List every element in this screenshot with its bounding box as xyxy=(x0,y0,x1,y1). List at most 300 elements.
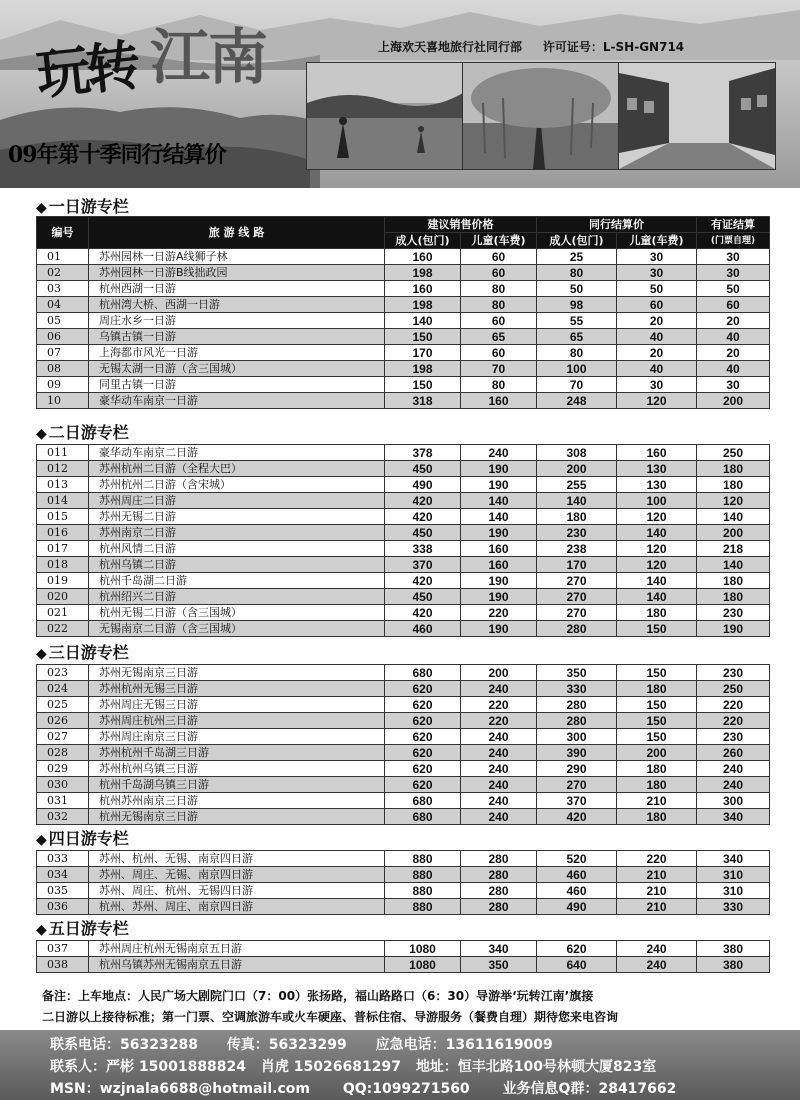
row-suggest-adult: 170 xyxy=(385,345,461,361)
row-suggest-child: 190 xyxy=(461,461,537,477)
tour-row xyxy=(37,265,770,281)
row-route: 杭州无锡二日游（含三国城） xyxy=(89,605,385,621)
row-route: 乌镇古镇一日游 xyxy=(89,329,385,345)
row-code: 016 xyxy=(37,525,89,541)
diamond-bullet-icon: ◆ xyxy=(36,200,47,216)
row-peer-child: 150 xyxy=(617,713,697,729)
row-suggest-child: 80 xyxy=(461,297,537,313)
tour-row xyxy=(37,605,770,621)
row-route: 无锡太湖一日游（含三国城） xyxy=(89,361,385,377)
row-route: 杭州西湖一日游 xyxy=(89,281,385,297)
tour-row xyxy=(37,793,770,809)
row-peer-adult: 460 xyxy=(537,867,617,883)
row-code: 012 xyxy=(37,461,89,477)
row-route: 豪华动车南京一日游 xyxy=(89,393,385,409)
row-cert-price: 250 xyxy=(697,681,770,697)
row-suggest-child: 190 xyxy=(461,589,537,605)
row-route: 同里古镇一日游 xyxy=(89,377,385,393)
row-peer-adult: 100 xyxy=(537,361,617,377)
row-code: 10 xyxy=(37,393,89,409)
row-suggest-child: 240 xyxy=(461,761,537,777)
row-suggest-child: 70 xyxy=(461,361,537,377)
row-suggest-adult: 450 xyxy=(385,525,461,541)
tour-row xyxy=(37,957,770,973)
row-code: 08 xyxy=(37,361,89,377)
row-peer-adult: 80 xyxy=(537,345,617,361)
tour-row xyxy=(37,445,770,461)
tour-row xyxy=(37,589,770,605)
west-lake-photo xyxy=(306,62,464,170)
col-header-code: 编号 xyxy=(37,217,89,249)
tour-row xyxy=(37,329,770,345)
msn-address: MSN：wzjnala6688@hotmail.com xyxy=(50,1081,310,1097)
row-cert-price: 20 xyxy=(697,313,770,329)
one-day-table xyxy=(36,216,770,409)
agency-name: 上海欢天喜地旅行社同行部 xyxy=(378,40,523,54)
tour-row xyxy=(37,681,770,697)
row-suggest-adult: 620 xyxy=(385,681,461,697)
four-day-rows xyxy=(37,851,770,915)
row-route: 苏州周庄杭州三日游 xyxy=(89,713,385,729)
page-headline: 09年第十季同行结算价 xyxy=(8,142,226,168)
water-town-photo xyxy=(618,62,776,170)
row-code: 019 xyxy=(37,573,89,589)
row-peer-adult: 490 xyxy=(537,899,617,915)
row-suggest-adult: 880 xyxy=(385,883,461,899)
row-code: 021 xyxy=(37,605,89,621)
row-peer-adult: 330 xyxy=(537,681,617,697)
row-suggest-adult: 880 xyxy=(385,851,461,867)
row-suggest-child: 80 xyxy=(461,281,537,297)
row-route: 杭州湾大桥、西湖一日游 xyxy=(89,297,385,313)
row-peer-adult: 80 xyxy=(537,265,617,281)
row-peer-child: 200 xyxy=(617,745,697,761)
row-peer-adult: 50 xyxy=(537,281,617,297)
row-suggest-adult: 880 xyxy=(385,899,461,915)
row-cert-price: 50 xyxy=(697,281,770,297)
row-cert-price: 200 xyxy=(697,393,770,409)
row-cert-price: 180 xyxy=(697,477,770,493)
row-route: 苏州、周庄、无锡、南京四日游 xyxy=(89,867,385,883)
row-route: 杭州千岛湖乌镇三日游 xyxy=(89,777,385,793)
logo-jiangnan: 江南 xyxy=(150,23,266,93)
row-peer-child: 150 xyxy=(617,621,697,637)
fax-number: 传真：56323299 xyxy=(226,1037,347,1053)
tour-row xyxy=(37,281,770,297)
row-suggest-child: 240 xyxy=(461,777,537,793)
tour-row xyxy=(37,899,770,915)
row-peer-child: 140 xyxy=(617,525,697,541)
row-peer-adult: 300 xyxy=(537,729,617,745)
contact-row-persons xyxy=(50,1056,666,1076)
row-code: 032 xyxy=(37,809,89,825)
row-cert-price: 260 xyxy=(697,745,770,761)
row-peer-adult: 460 xyxy=(537,883,617,899)
row-cert-price: 220 xyxy=(697,697,770,713)
contact-row-phones xyxy=(50,1034,563,1054)
row-suggest-child: 60 xyxy=(461,249,537,265)
row-code: 030 xyxy=(37,777,89,793)
tour-row xyxy=(37,941,770,957)
row-cert-price: 240 xyxy=(697,761,770,777)
section-title-four-day xyxy=(36,826,129,849)
row-suggest-child: 220 xyxy=(461,605,537,621)
row-peer-adult: 370 xyxy=(537,793,617,809)
row-peer-child: 240 xyxy=(617,941,697,957)
row-peer-child: 100 xyxy=(617,493,697,509)
row-code: 09 xyxy=(37,377,89,393)
row-route: 杭州无锡南京三日游 xyxy=(89,809,385,825)
row-suggest-child: 190 xyxy=(461,477,537,493)
row-peer-adult: 25 xyxy=(537,249,617,265)
row-peer-adult: 520 xyxy=(537,851,617,867)
row-code: 023 xyxy=(37,665,89,681)
row-peer-child: 140 xyxy=(617,573,697,589)
row-route: 苏州、周庄、杭州、无锡四日游 xyxy=(89,883,385,899)
row-suggest-child: 190 xyxy=(461,621,537,637)
section-title-five-day xyxy=(36,916,129,939)
row-code: 020 xyxy=(37,589,89,605)
row-peer-adult: 290 xyxy=(537,761,617,777)
row-cert-price: 180 xyxy=(697,589,770,605)
row-suggest-adult: 680 xyxy=(385,793,461,809)
row-cert-price: 190 xyxy=(697,621,770,637)
row-suggest-child: 200 xyxy=(461,665,537,681)
tour-row xyxy=(37,345,770,361)
row-cert-price: 120 xyxy=(697,493,770,509)
row-peer-child: 40 xyxy=(617,329,697,345)
row-peer-child: 180 xyxy=(617,761,697,777)
row-peer-adult: 270 xyxy=(537,589,617,605)
row-suggest-adult: 370 xyxy=(385,557,461,573)
row-peer-adult: 640 xyxy=(537,957,617,973)
row-peer-child: 210 xyxy=(617,883,697,899)
row-suggest-adult: 620 xyxy=(385,777,461,793)
row-peer-child: 30 xyxy=(617,377,697,393)
two-day-table xyxy=(36,444,770,637)
row-peer-child: 20 xyxy=(617,313,697,329)
tour-row xyxy=(37,461,770,477)
row-suggest-adult: 1080 xyxy=(385,941,461,957)
row-peer-child: 30 xyxy=(617,265,697,281)
row-suggest-adult: 198 xyxy=(385,361,461,377)
row-peer-adult: 200 xyxy=(537,461,617,477)
row-suggest-child: 240 xyxy=(461,681,537,697)
row-peer-child: 120 xyxy=(617,393,697,409)
col-header-peer-price: 同行结算价 xyxy=(537,217,697,233)
qq-number: QQ:1099271560 xyxy=(342,1081,470,1097)
row-cert-price: 40 xyxy=(697,361,770,377)
row-peer-child: 130 xyxy=(617,461,697,477)
row-code: 036 xyxy=(37,899,89,915)
row-peer-child: 50 xyxy=(617,281,697,297)
row-suggest-adult: 680 xyxy=(385,809,461,825)
row-suggest-adult: 338 xyxy=(385,541,461,557)
tour-row xyxy=(37,867,770,883)
row-peer-child: 140 xyxy=(617,589,697,605)
row-code: 031 xyxy=(37,793,89,809)
row-code: 018 xyxy=(37,557,89,573)
row-route: 上海都市风光一日游 xyxy=(89,345,385,361)
row-suggest-child: 190 xyxy=(461,573,537,589)
section-title-text: 四日游专栏 xyxy=(48,829,129,848)
notes-line-pickup: 备注：上车地点：人民广场大剧院门口（7：00）张扬路，福山路路口（6：30）导游举‘玩转江南’旗接 xyxy=(42,989,594,1003)
tour-row xyxy=(37,697,770,713)
row-suggest-adult: 198 xyxy=(385,265,461,281)
phone-number: 联系电话：56323288 xyxy=(50,1037,198,1053)
tour-row xyxy=(37,477,770,493)
row-code: 05 xyxy=(37,313,89,329)
row-peer-child: 180 xyxy=(617,777,697,793)
row-code: 04 xyxy=(37,297,89,313)
row-route: 杭州千岛湖二日游 xyxy=(89,573,385,589)
row-suggest-adult: 160 xyxy=(385,281,461,297)
contact-person-yan: 联系人：严彬 15001888824 xyxy=(50,1059,247,1075)
row-suggest-child: 240 xyxy=(461,809,537,825)
row-suggest-child: 240 xyxy=(461,445,537,461)
row-suggest-child: 240 xyxy=(461,745,537,761)
notes-block xyxy=(42,986,782,1028)
row-suggest-adult: 460 xyxy=(385,621,461,637)
tour-row xyxy=(37,665,770,681)
row-code: 06 xyxy=(37,329,89,345)
row-route: 苏州南京二日游 xyxy=(89,525,385,541)
section-title-text: 一日游专栏 xyxy=(48,197,129,216)
row-route: 苏州周庄杭州无锡南京五日游 xyxy=(89,941,385,957)
row-route: 周庄水乡一日游 xyxy=(89,313,385,329)
row-suggest-child: 65 xyxy=(461,329,537,345)
row-code: 01 xyxy=(37,249,89,265)
tour-row xyxy=(37,493,770,509)
row-cert-price: 60 xyxy=(697,297,770,313)
tour-row xyxy=(37,713,770,729)
row-peer-adult: 280 xyxy=(537,713,617,729)
col-header-child: 儿童(车费) xyxy=(461,233,537,249)
row-peer-child: 180 xyxy=(617,681,697,697)
row-cert-price: 218 xyxy=(697,541,770,557)
contact-person-xiao: 肖虎 15026681297 xyxy=(260,1059,401,1075)
row-peer-adult: 238 xyxy=(537,541,617,557)
row-cert-price: 230 xyxy=(697,665,770,681)
row-code: 022 xyxy=(37,621,89,637)
row-suggest-adult: 620 xyxy=(385,729,461,745)
tour-row xyxy=(37,525,770,541)
emergency-number: 应急电话：13611619009 xyxy=(375,1037,553,1053)
row-suggest-adult: 198 xyxy=(385,297,461,313)
row-peer-adult: 390 xyxy=(537,745,617,761)
four-day-table xyxy=(36,850,770,915)
row-peer-adult: 140 xyxy=(537,493,617,509)
row-route: 杭州、苏州、周庄、南京四日游 xyxy=(89,899,385,915)
row-suggest-child: 60 xyxy=(461,313,537,329)
willow-tree-photo xyxy=(462,62,620,170)
row-cert-price: 310 xyxy=(697,883,770,899)
row-peer-adult: 350 xyxy=(537,665,617,681)
row-peer-child: 120 xyxy=(617,541,697,557)
row-peer-adult: 270 xyxy=(537,573,617,589)
row-suggest-adult: 620 xyxy=(385,761,461,777)
tour-row xyxy=(37,509,770,525)
section-title-two-day xyxy=(36,420,129,443)
row-suggest-adult: 450 xyxy=(385,589,461,605)
row-peer-child: 240 xyxy=(617,957,697,973)
row-cert-price: 40 xyxy=(697,329,770,345)
diamond-bullet-icon: ◆ xyxy=(36,832,47,848)
row-suggest-adult: 420 xyxy=(385,605,461,621)
row-peer-child: 180 xyxy=(617,605,697,621)
row-peer-child: 220 xyxy=(617,851,697,867)
row-peer-child: 120 xyxy=(617,509,697,525)
row-suggest-child: 280 xyxy=(461,883,537,899)
row-suggest-child: 240 xyxy=(461,729,537,745)
row-peer-child: 210 xyxy=(617,899,697,915)
row-peer-child: 30 xyxy=(617,249,697,265)
agency-line xyxy=(378,38,684,55)
row-suggest-adult: 620 xyxy=(385,697,461,713)
row-peer-adult: 255 xyxy=(537,477,617,493)
row-route: 苏州杭州二日游（全程大巴） xyxy=(89,461,385,477)
row-cert-price: 180 xyxy=(697,573,770,589)
row-peer-child: 150 xyxy=(617,729,697,745)
row-route: 苏州周庄南京三日游 xyxy=(89,729,385,745)
row-suggest-child: 160 xyxy=(461,557,537,573)
row-route: 苏州杭州千岛湖三日游 xyxy=(89,745,385,761)
row-suggest-child: 80 xyxy=(461,377,537,393)
tour-row xyxy=(37,621,770,637)
row-suggest-adult: 1080 xyxy=(385,957,461,973)
notes-line-standard: 二日游以上接待标准；第一门票、空调旅游车或火车硬座、普标住宿、导游服务（餐费自理）期待您来电咨询 xyxy=(42,1010,619,1024)
qq-group-number: 业务信息Q群：28417662 xyxy=(502,1081,677,1097)
row-cert-price: 180 xyxy=(697,461,770,477)
row-cert-price: 230 xyxy=(697,605,770,621)
row-cert-price: 230 xyxy=(697,729,770,745)
row-suggest-child: 60 xyxy=(461,265,537,281)
row-code: 034 xyxy=(37,867,89,883)
row-code: 07 xyxy=(37,345,89,361)
row-suggest-child: 220 xyxy=(461,697,537,713)
tour-row xyxy=(37,851,770,867)
row-cert-price: 310 xyxy=(697,867,770,883)
row-peer-child: 150 xyxy=(617,697,697,713)
row-route: 苏州无锡二日游 xyxy=(89,509,385,525)
row-cert-price: 140 xyxy=(697,509,770,525)
row-code: 025 xyxy=(37,697,89,713)
row-suggest-adult: 490 xyxy=(385,477,461,493)
row-route: 杭州乌镇二日游 xyxy=(89,557,385,573)
office-address: 地址：恒丰北路100号林顿大厦823室 xyxy=(415,1059,657,1075)
row-code: 03 xyxy=(37,281,89,297)
row-code: 024 xyxy=(37,681,89,697)
row-suggest-child: 350 xyxy=(461,957,537,973)
row-peer-child: 20 xyxy=(617,345,697,361)
row-route: 杭州乌镇苏州无锡南京五日游 xyxy=(89,957,385,973)
tour-row xyxy=(37,777,770,793)
row-peer-adult: 65 xyxy=(537,329,617,345)
row-cert-price: 20 xyxy=(697,345,770,361)
row-cert-price: 220 xyxy=(697,713,770,729)
row-peer-adult: 420 xyxy=(537,809,617,825)
tour-row xyxy=(37,297,770,313)
row-suggest-child: 160 xyxy=(461,393,537,409)
row-cert-price: 340 xyxy=(697,809,770,825)
license-number: 许可证号：L-SH-GN714 xyxy=(542,40,685,54)
row-peer-child: 210 xyxy=(617,793,697,809)
row-code: 027 xyxy=(37,729,89,745)
section-title-text: 三日游专栏 xyxy=(48,643,129,662)
row-cert-price: 30 xyxy=(697,249,770,265)
row-route: 杭州苏州南京三日游 xyxy=(89,793,385,809)
row-cert-price: 30 xyxy=(697,265,770,281)
row-suggest-adult: 680 xyxy=(385,665,461,681)
row-route: 苏州杭州乌镇三日游 xyxy=(89,761,385,777)
row-peer-adult: 170 xyxy=(537,557,617,573)
row-code: 011 xyxy=(37,445,89,461)
row-code: 02 xyxy=(37,265,89,281)
three-day-rows xyxy=(37,665,770,825)
row-suggest-adult: 620 xyxy=(385,713,461,729)
row-cert-price: 340 xyxy=(697,851,770,867)
contact-bar xyxy=(0,1030,800,1100)
row-suggest-adult: 150 xyxy=(385,329,461,345)
row-peer-adult: 270 xyxy=(537,777,617,793)
row-suggest-child: 280 xyxy=(461,851,537,867)
row-route: 苏州园林一日游B线拙政园 xyxy=(89,265,385,281)
row-route: 苏州周庄二日游 xyxy=(89,493,385,509)
row-suggest-child: 280 xyxy=(461,899,537,915)
row-peer-adult: 280 xyxy=(537,621,617,637)
header-banner xyxy=(0,0,800,188)
row-suggest-adult: 420 xyxy=(385,509,461,525)
row-peer-child: 60 xyxy=(617,297,697,313)
row-suggest-child: 60 xyxy=(461,345,537,361)
col-header-route: 旅 游 线 路 xyxy=(89,217,385,249)
row-peer-child: 150 xyxy=(617,665,697,681)
row-code: 028 xyxy=(37,745,89,761)
row-code: 037 xyxy=(37,941,89,957)
tour-row xyxy=(37,557,770,573)
row-peer-adult: 180 xyxy=(537,509,617,525)
row-route: 杭州绍兴二日游 xyxy=(89,589,385,605)
col-header-suggest-price: 建议销售价格 xyxy=(385,217,537,233)
row-suggest-adult: 318 xyxy=(385,393,461,409)
tour-row xyxy=(37,313,770,329)
section-title-three-day xyxy=(36,640,129,663)
row-code: 017 xyxy=(37,541,89,557)
col-header-cert-sub: (门票自理) xyxy=(697,233,770,249)
row-code: 029 xyxy=(37,761,89,777)
row-peer-adult: 230 xyxy=(537,525,617,541)
logo-wan-zhuan: 玩转 xyxy=(33,32,140,108)
col-header-child: 儿童(车费) xyxy=(617,233,697,249)
row-route: 苏州园林一日游A线狮子林 xyxy=(89,249,385,265)
row-suggest-adult: 160 xyxy=(385,249,461,265)
row-peer-child: 120 xyxy=(617,557,697,573)
row-route: 豪华动车南京二日游 xyxy=(89,445,385,461)
row-cert-price: 250 xyxy=(697,445,770,461)
diamond-bullet-icon: ◆ xyxy=(36,922,47,938)
three-day-table xyxy=(36,664,770,825)
section-title-text: 二日游专栏 xyxy=(48,423,129,442)
tour-row xyxy=(37,377,770,393)
section-title-text: 五日游专栏 xyxy=(48,919,129,938)
col-header-adult: 成人(包门) xyxy=(537,233,617,249)
row-code: 026 xyxy=(37,713,89,729)
row-suggest-child: 220 xyxy=(461,713,537,729)
row-route: 苏州杭州二日游（含宋城） xyxy=(89,477,385,493)
tour-row xyxy=(37,729,770,745)
tour-row xyxy=(37,809,770,825)
row-cert-price: 300 xyxy=(697,793,770,809)
